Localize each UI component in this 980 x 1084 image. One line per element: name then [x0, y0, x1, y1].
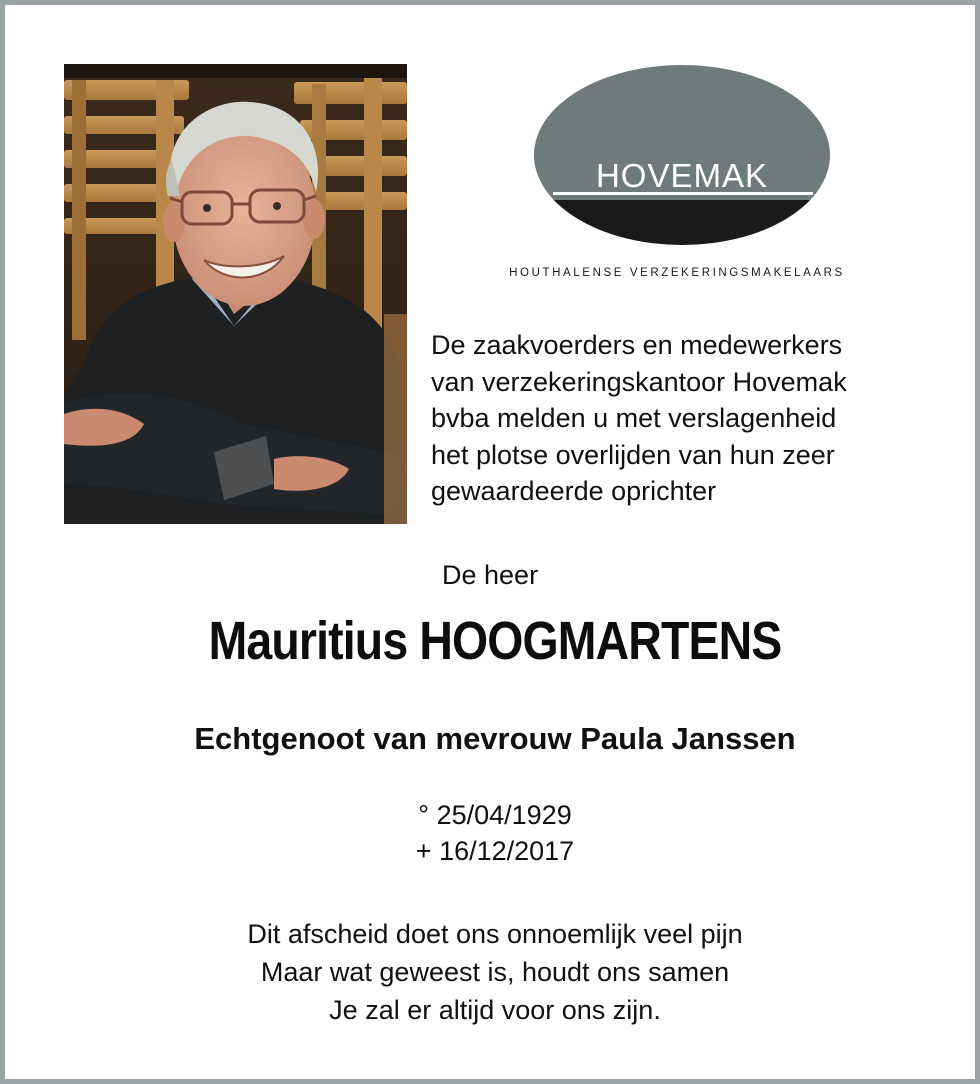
poem-line: Dit afscheid doet ons onnoemlijk veel pijn — [247, 919, 743, 949]
announcement-line: De zaakvoerders en medewerkers — [431, 330, 843, 360]
logo-tagline: HOUTHALENSE VERZEKERINGSMAKELAARS — [509, 267, 845, 279]
announcement-line: gewaardeerde oprichter — [431, 476, 717, 506]
logo-brand-text: HOVEMAK — [595, 157, 769, 194]
birth-date: ° 25/04/1929 — [418, 800, 572, 830]
life-dates — [5, 797, 980, 869]
announcement-line: bvba melden u met verslagenheid — [431, 403, 837, 433]
title-prefix: De heer — [442, 560, 539, 590]
hovemak-logo — [485, 60, 885, 290]
death-date: + 16/12/2017 — [415, 836, 575, 866]
poem-line: Je zal er altijd voor ons zijn. — [329, 995, 661, 1025]
spouse-line: Echtgenoot van mevrouw Paula Janssen — [194, 721, 796, 756]
poem-line: Maar wat geweest is, houdt ons samen — [260, 957, 730, 987]
announcement-line: het plotse overlijden van hun zeer — [431, 439, 835, 470]
deceased-name: Mauritius HOOGMARTENS — [208, 611, 782, 671]
portrait-photo — [64, 64, 407, 524]
announcement-line: van verzekeringskantoor Hovemak — [431, 366, 847, 397]
announcement-text — [431, 327, 951, 510]
memorial-poem — [5, 915, 980, 1029]
logo-oval-dark — [525, 200, 845, 260]
